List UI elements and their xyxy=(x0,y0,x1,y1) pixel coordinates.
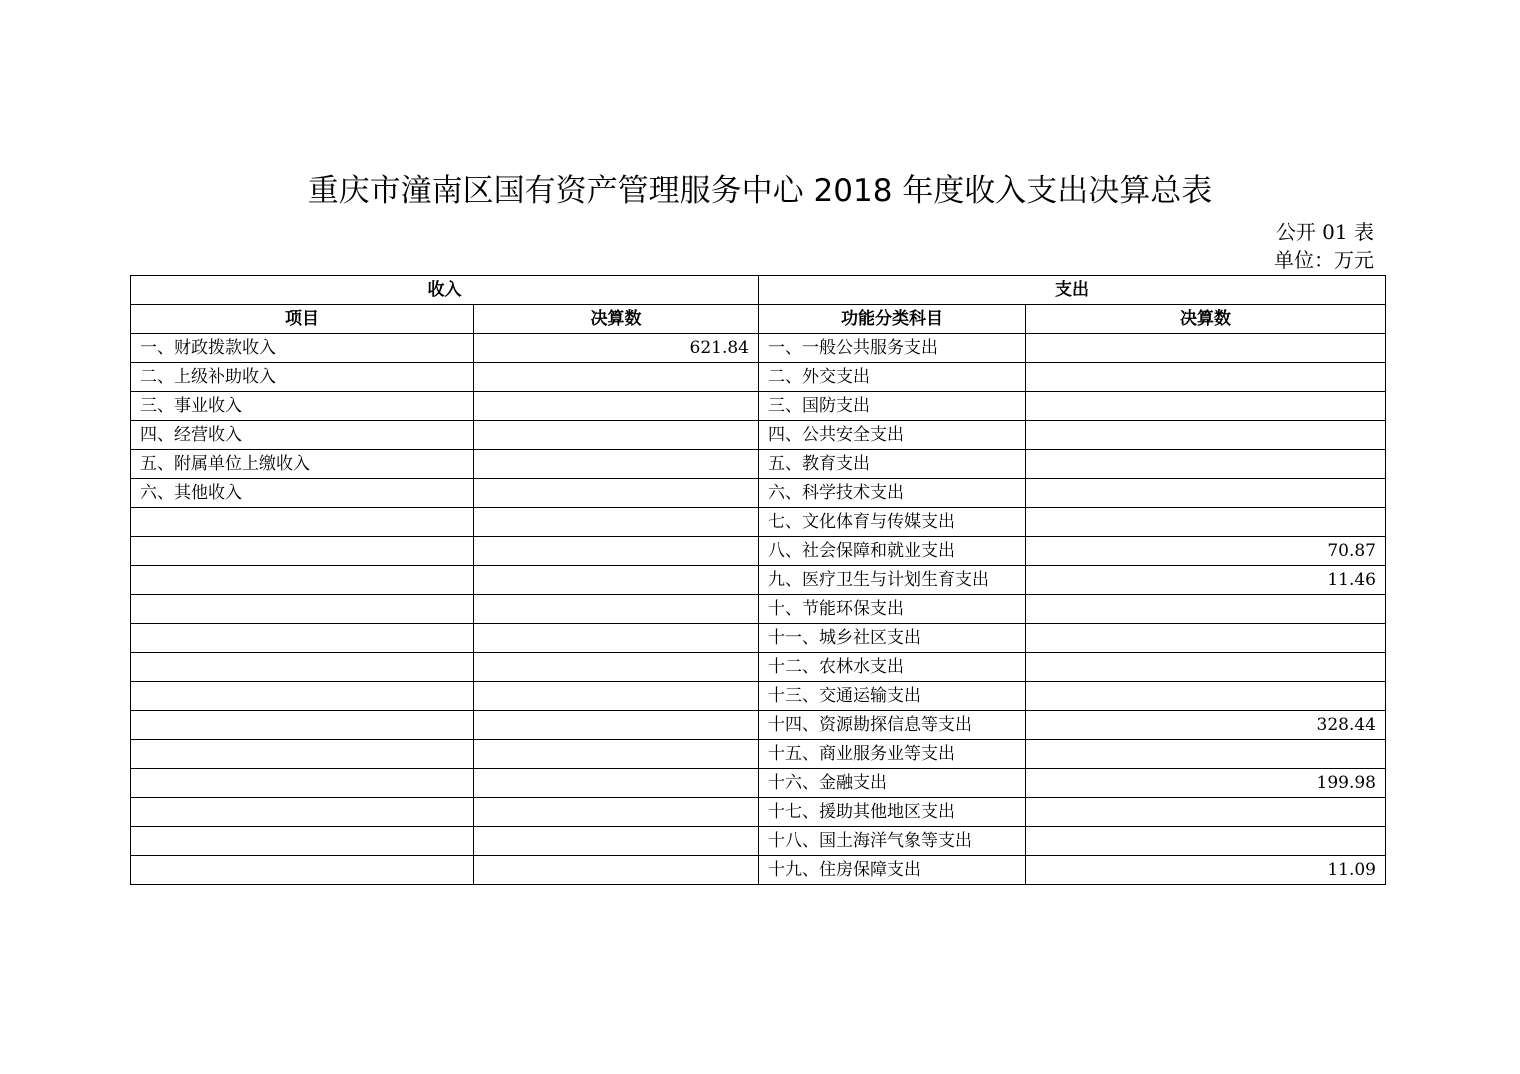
expense-item-cell: 八、社会保障和就业支出 xyxy=(759,537,1026,566)
income-amount-cell xyxy=(474,798,759,827)
income-item-cell: 四、经营收入 xyxy=(131,421,474,450)
expense-amount-cell xyxy=(1026,653,1386,682)
expense-amount-cell: 11.09 xyxy=(1026,856,1386,885)
income-amount-cell xyxy=(474,508,759,537)
table-row xyxy=(131,479,1386,508)
table-row xyxy=(131,653,1386,682)
expense-amount-cell xyxy=(1026,421,1386,450)
expense-amount-cell xyxy=(1026,624,1386,653)
income-amount-cell xyxy=(474,682,759,711)
income-amount-cell xyxy=(474,392,759,421)
income-item-cell xyxy=(131,682,474,711)
expense-item-cell: 九、医疗卫生与计划生育支出 xyxy=(759,566,1026,595)
income-amount-cell xyxy=(474,595,759,624)
expense-amount-cell xyxy=(1026,827,1386,856)
expense-item-cell: 七、文化体育与传媒支出 xyxy=(759,508,1026,537)
income-amount-cell xyxy=(474,566,759,595)
expense-item-cell: 十四、资源勘探信息等支出 xyxy=(759,711,1026,740)
table-row xyxy=(131,421,1386,450)
expense-item-cell: 六、科学技术支出 xyxy=(759,479,1026,508)
income-amount-cell xyxy=(474,711,759,740)
income-item-cell: 三、事业收入 xyxy=(131,392,474,421)
expense-amount-cell xyxy=(1026,508,1386,537)
expense-amount-cell: 11.46 xyxy=(1026,566,1386,595)
income-item-cell xyxy=(131,537,474,566)
table-row xyxy=(131,450,1386,479)
expense-amount-cell xyxy=(1026,392,1386,421)
expense-item-header: 功能分类科目 xyxy=(759,305,1026,334)
income-amount-cell: 621.84 xyxy=(474,334,759,363)
expense-item-cell: 十二、农林水支出 xyxy=(759,653,1026,682)
expense-item-cell: 十八、国土海洋气象等支出 xyxy=(759,827,1026,856)
table-row xyxy=(131,334,1386,363)
income-amount-cell xyxy=(474,479,759,508)
table-row xyxy=(131,682,1386,711)
expense-amount-cell xyxy=(1026,798,1386,827)
table-row xyxy=(131,798,1386,827)
table-row xyxy=(131,624,1386,653)
table-row xyxy=(131,392,1386,421)
income-item-cell xyxy=(131,856,474,885)
income-item-cell: 二、上级补助收入 xyxy=(131,363,474,392)
table-row xyxy=(131,537,1386,566)
table-row xyxy=(131,595,1386,624)
expense-item-cell: 十五、商业服务业等支出 xyxy=(759,740,1026,769)
column-header-row xyxy=(131,305,1386,334)
table-row xyxy=(131,856,1386,885)
expense-amount-header: 决算数 xyxy=(1026,305,1386,334)
expense-item-cell: 五、教育支出 xyxy=(759,450,1026,479)
expense-amount-cell xyxy=(1026,363,1386,392)
income-item-cell xyxy=(131,653,474,682)
income-amount-header: 决算数 xyxy=(474,305,759,334)
expense-item-cell: 二、外交支出 xyxy=(759,363,1026,392)
expense-item-cell: 十三、交通运输支出 xyxy=(759,682,1026,711)
income-amount-cell xyxy=(474,740,759,769)
expense-item-cell: 十七、援助其他地区支出 xyxy=(759,798,1026,827)
income-item-header: 项目 xyxy=(131,305,474,334)
income-item-cell xyxy=(131,624,474,653)
expense-amount-cell xyxy=(1026,682,1386,711)
income-item-cell xyxy=(131,827,474,856)
expense-item-cell: 三、国防支出 xyxy=(759,392,1026,421)
income-amount-cell xyxy=(474,624,759,653)
expense-item-cell: 十、节能环保支出 xyxy=(759,595,1026,624)
table-code: 公开 01 表 xyxy=(1275,220,1374,244)
income-item-cell xyxy=(131,798,474,827)
income-item-cell xyxy=(131,711,474,740)
expense-amount-cell xyxy=(1026,595,1386,624)
expense-amount-cell xyxy=(1026,479,1386,508)
page-title: 重庆市潼南区国有资产管理服务中心 2018 年度收入支出决算总表 xyxy=(307,173,1213,209)
expense-amount-cell xyxy=(1026,740,1386,769)
income-item-cell: 一、财政拨款收入 xyxy=(131,334,474,363)
unit-label: 单位：万元 xyxy=(1274,248,1374,272)
table-row xyxy=(131,363,1386,392)
expense-item-cell: 一、一般公共服务支出 xyxy=(759,334,1026,363)
income-amount-cell xyxy=(474,421,759,450)
group-header-row xyxy=(131,276,1386,305)
income-amount-cell xyxy=(474,827,759,856)
table-row xyxy=(131,711,1386,740)
table-row xyxy=(131,827,1386,856)
expense-amount-cell xyxy=(1026,334,1386,363)
table-body xyxy=(131,334,1386,885)
income-amount-cell xyxy=(474,450,759,479)
income-item-cell xyxy=(131,595,474,624)
income-group-header: 收入 xyxy=(131,276,759,305)
expense-amount-cell: 199.98 xyxy=(1026,769,1386,798)
table-row xyxy=(131,508,1386,537)
expense-item-cell: 四、公共安全支出 xyxy=(759,421,1026,450)
table-row xyxy=(131,740,1386,769)
income-item-cell xyxy=(131,566,474,595)
budget-summary-table xyxy=(130,275,1386,885)
income-item-cell: 六、其他收入 xyxy=(131,479,474,508)
expense-item-cell: 十一、城乡社区支出 xyxy=(759,624,1026,653)
income-amount-cell xyxy=(474,537,759,566)
expense-item-cell: 十九、住房保障支出 xyxy=(759,856,1026,885)
expense-group-header: 支出 xyxy=(759,276,1386,305)
income-amount-cell xyxy=(474,363,759,392)
expense-amount-cell: 70.87 xyxy=(1026,537,1386,566)
income-item-cell: 五、附属单位上缴收入 xyxy=(131,450,474,479)
income-amount-cell xyxy=(474,856,759,885)
expense-amount-cell: 328.44 xyxy=(1026,711,1386,740)
table-row xyxy=(131,566,1386,595)
income-item-cell xyxy=(131,740,474,769)
table-row xyxy=(131,769,1386,798)
income-item-cell xyxy=(131,508,474,537)
income-amount-cell xyxy=(474,653,759,682)
income-amount-cell xyxy=(474,769,759,798)
expense-amount-cell xyxy=(1026,450,1386,479)
income-item-cell xyxy=(131,769,474,798)
expense-item-cell: 十六、金融支出 xyxy=(759,769,1026,798)
